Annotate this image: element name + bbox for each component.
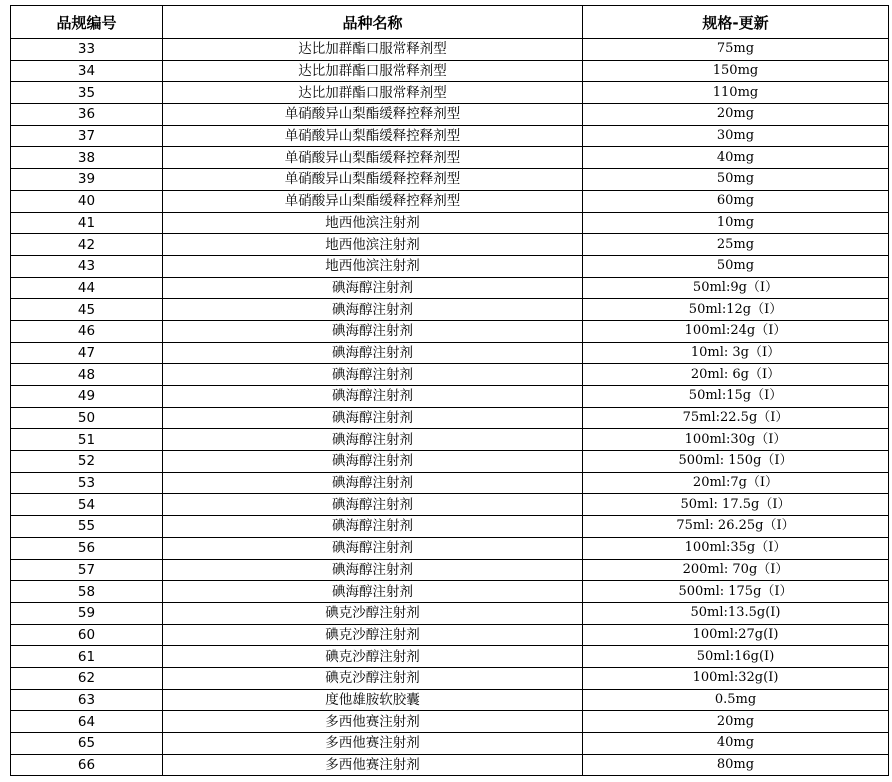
- cell-code: 34: [11, 60, 163, 82]
- header-spec: 规格-更新: [583, 6, 889, 39]
- cell-name: 碘海醇注射剂: [163, 516, 583, 538]
- cell-spec: 50ml:16g(I): [583, 646, 889, 668]
- table-row: [11, 624, 889, 646]
- cell-name: 碘海醇注射剂: [163, 451, 583, 473]
- table-row: [11, 234, 889, 256]
- cell-spec: 75ml:22.5g（I）: [583, 407, 889, 429]
- table-row: [11, 212, 889, 234]
- cell-code: 62: [11, 667, 163, 689]
- table-row: [11, 646, 889, 668]
- cell-spec: 30mg: [583, 125, 889, 147]
- cell-name: 地西他滨注射剂: [163, 234, 583, 256]
- table-row: [11, 581, 889, 603]
- cell-code: 61: [11, 646, 163, 668]
- table-row: [11, 559, 889, 581]
- cell-spec: 75ml: 26.25g（I）: [583, 516, 889, 538]
- cell-spec: 100ml:32g(I): [583, 667, 889, 689]
- cell-name: 碘克沙醇注射剂: [163, 602, 583, 624]
- table-row: [11, 277, 889, 299]
- cell-code: 35: [11, 82, 163, 104]
- cell-code: 66: [11, 754, 163, 776]
- cell-code: 46: [11, 320, 163, 342]
- cell-name: 单硝酸异山梨酯缓释控释剂型: [163, 125, 583, 147]
- table-row: [11, 82, 889, 104]
- table-row: [11, 364, 889, 386]
- cell-code: 49: [11, 386, 163, 408]
- cell-spec: 40mg: [583, 733, 889, 755]
- cell-code: 58: [11, 581, 163, 603]
- cell-code: 36: [11, 104, 163, 126]
- table-row: [11, 689, 889, 711]
- table-row: [11, 104, 889, 126]
- cell-code: 60: [11, 624, 163, 646]
- table-row: [11, 451, 889, 473]
- cell-name: 达比加群酯口服常释剂型: [163, 60, 583, 82]
- cell-spec: 25mg: [583, 234, 889, 256]
- table-row: [11, 60, 889, 82]
- table-row: [11, 125, 889, 147]
- header-code: 品规编号: [11, 6, 163, 39]
- cell-name: 碘海醇注射剂: [163, 277, 583, 299]
- cell-name: 度他雄胺软胶囊: [163, 689, 583, 711]
- cell-name: 碘克沙醇注射剂: [163, 646, 583, 668]
- cell-spec: 100ml:27g(I): [583, 624, 889, 646]
- cell-code: 33: [11, 39, 163, 61]
- cell-name: 碘海醇注射剂: [163, 581, 583, 603]
- cell-code: 54: [11, 494, 163, 516]
- cell-spec: 20ml:7g（I）: [583, 472, 889, 494]
- cell-name: 单硝酸异山梨酯缓释控释剂型: [163, 169, 583, 191]
- cell-name: 碘海醇注射剂: [163, 342, 583, 364]
- cell-code: 39: [11, 169, 163, 191]
- cell-code: 53: [11, 472, 163, 494]
- cell-spec: 20mg: [583, 104, 889, 126]
- table-row: [11, 754, 889, 776]
- table-row: [11, 472, 889, 494]
- table-row: [11, 320, 889, 342]
- cell-spec: 50ml:12g（I）: [583, 299, 889, 321]
- table-row: [11, 711, 889, 733]
- cell-spec: 150mg: [583, 60, 889, 82]
- cell-code: 45: [11, 299, 163, 321]
- table-row: [11, 386, 889, 408]
- table-body: [11, 39, 889, 776]
- cell-code: 65: [11, 733, 163, 755]
- cell-spec: 50ml:13.5g(I): [583, 602, 889, 624]
- cell-name: 碘海醇注射剂: [163, 407, 583, 429]
- table-row: [11, 147, 889, 169]
- table-row: [11, 342, 889, 364]
- table-row: [11, 494, 889, 516]
- cell-code: 41: [11, 212, 163, 234]
- table-row: [11, 667, 889, 689]
- cell-code: 55: [11, 516, 163, 538]
- table-row: [11, 602, 889, 624]
- cell-name: 碘海醇注射剂: [163, 494, 583, 516]
- table-row: [11, 516, 889, 538]
- cell-code: 63: [11, 689, 163, 711]
- cell-name: 碘海醇注射剂: [163, 429, 583, 451]
- cell-name: 地西他滨注射剂: [163, 255, 583, 277]
- cell-name: 单硝酸异山梨酯缓释控释剂型: [163, 104, 583, 126]
- cell-code: 51: [11, 429, 163, 451]
- cell-spec: 500ml: 150g（I）: [583, 451, 889, 473]
- cell-spec: 50ml: 17.5g（I）: [583, 494, 889, 516]
- cell-code: 40: [11, 190, 163, 212]
- cell-spec: 50ml:9g（I）: [583, 277, 889, 299]
- cell-spec: 60mg: [583, 190, 889, 212]
- cell-code: 43: [11, 255, 163, 277]
- cell-name: 多西他赛注射剂: [163, 711, 583, 733]
- cell-code: 57: [11, 559, 163, 581]
- spec-table: [10, 5, 889, 776]
- cell-spec: 100ml:30g（I）: [583, 429, 889, 451]
- cell-code: 52: [11, 451, 163, 473]
- cell-name: 多西他赛注射剂: [163, 733, 583, 755]
- cell-code: 47: [11, 342, 163, 364]
- cell-name: 达比加群酯口服常释剂型: [163, 82, 583, 104]
- cell-name: 碘海醇注射剂: [163, 559, 583, 581]
- cell-spec: 100ml:24g（I）: [583, 320, 889, 342]
- cell-spec: 200ml: 70g（I）: [583, 559, 889, 581]
- cell-spec: 50mg: [583, 169, 889, 191]
- cell-name: 碘海醇注射剂: [163, 364, 583, 386]
- cell-spec: 0.5mg: [583, 689, 889, 711]
- cell-code: 42: [11, 234, 163, 256]
- cell-name: 地西他滨注射剂: [163, 212, 583, 234]
- table-row: [11, 299, 889, 321]
- cell-code: 38: [11, 147, 163, 169]
- table-row: [11, 190, 889, 212]
- cell-code: 64: [11, 711, 163, 733]
- cell-name: 碘海醇注射剂: [163, 537, 583, 559]
- table-row: [11, 39, 889, 61]
- cell-spec: 110mg: [583, 82, 889, 104]
- cell-code: 50: [11, 407, 163, 429]
- cell-code: 56: [11, 537, 163, 559]
- cell-name: 碘克沙醇注射剂: [163, 624, 583, 646]
- cell-code: 48: [11, 364, 163, 386]
- table-row: [11, 255, 889, 277]
- cell-name: 达比加群酯口服常释剂型: [163, 39, 583, 61]
- cell-name: 单硝酸异山梨酯缓释控释剂型: [163, 190, 583, 212]
- cell-spec: 20mg: [583, 711, 889, 733]
- header-name: 品种名称: [163, 6, 583, 39]
- header-row: [11, 6, 889, 39]
- cell-spec: 20ml: 6g（I）: [583, 364, 889, 386]
- cell-spec: 40mg: [583, 147, 889, 169]
- cell-name: 碘海醇注射剂: [163, 386, 583, 408]
- cell-name: 碘海醇注射剂: [163, 472, 583, 494]
- cell-spec: 75mg: [583, 39, 889, 61]
- cell-spec: 50ml:15g（I）: [583, 386, 889, 408]
- cell-spec: 10mg: [583, 212, 889, 234]
- table-row: [11, 537, 889, 559]
- cell-spec: 50mg: [583, 255, 889, 277]
- table-row: [11, 169, 889, 191]
- table-row: [11, 429, 889, 451]
- cell-code: 37: [11, 125, 163, 147]
- cell-spec: 500ml: 175g（I）: [583, 581, 889, 603]
- cell-name: 碘克沙醇注射剂: [163, 667, 583, 689]
- cell-spec: 80mg: [583, 754, 889, 776]
- table-row: [11, 733, 889, 755]
- cell-spec: 100ml:35g（I）: [583, 537, 889, 559]
- cell-name: 单硝酸异山梨酯缓释控释剂型: [163, 147, 583, 169]
- cell-name: 碘海醇注射剂: [163, 320, 583, 342]
- cell-spec: 10ml: 3g（I）: [583, 342, 889, 364]
- cell-name: 碘海醇注射剂: [163, 299, 583, 321]
- cell-name: 多西他赛注射剂: [163, 754, 583, 776]
- table-row: [11, 407, 889, 429]
- cell-code: 44: [11, 277, 163, 299]
- cell-code: 59: [11, 602, 163, 624]
